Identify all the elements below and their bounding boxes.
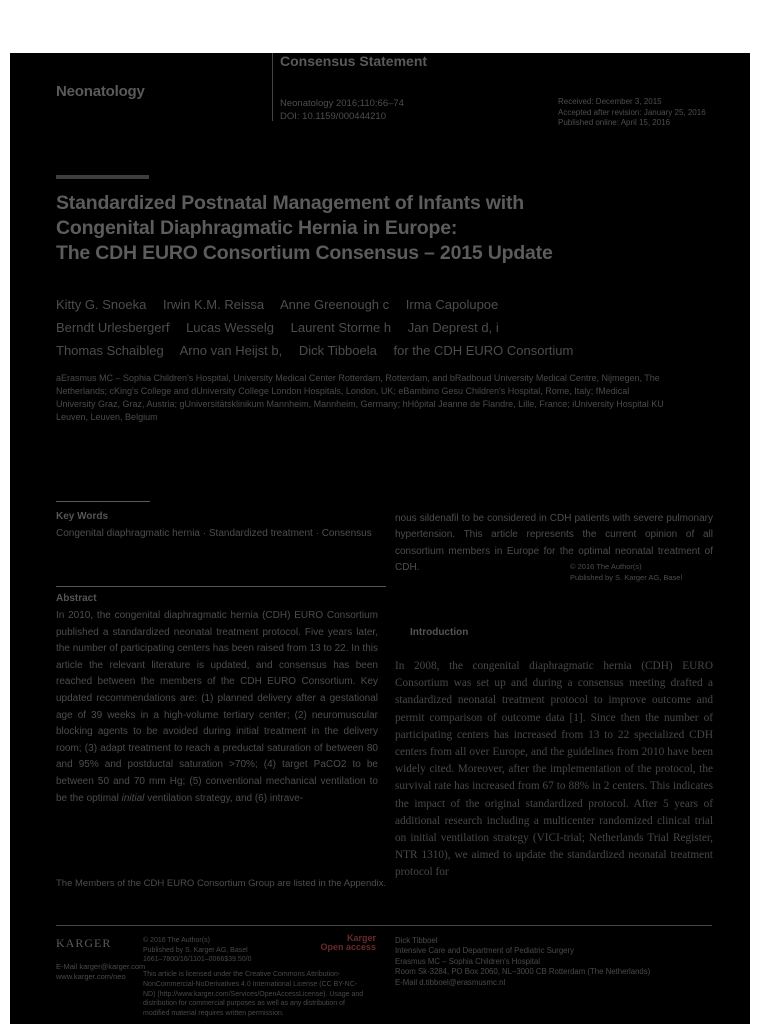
abstract-emphasis: initial — [121, 792, 145, 804]
published-date: Published online: April 15, 2016 — [558, 118, 671, 127]
corr-email[interactable]: E-Mail d.tibboel@erasmusmc.nl — [395, 977, 506, 987]
keywords-text: Congenital diaphragmatic hernia · Standardized treatment · Consensus — [56, 528, 372, 539]
author: Arno van Heijst b, — [179, 343, 283, 358]
abstract-copyright — [570, 561, 682, 583]
journal-name: Neonatology — [56, 83, 145, 100]
abstract-text — [56, 608, 378, 807]
abstract-continuation: nous sildenafil to be considered in CDH patients with severe pulmonary hypertension. This article represents the current opinion of all consortium members in Europe for the optimal neonatal treatment of CDH. — [395, 513, 713, 574]
author-row — [56, 339, 696, 362]
footer-copyright: © 2016 The Author(s) — [143, 937, 210, 944]
title-line: Standardized Postnatal Management of Infants with — [56, 192, 524, 214]
author: Laurent Storme h — [290, 320, 392, 335]
footer-publisher: Published by S. Karger AG, Basel — [143, 946, 248, 954]
oa-logo-line: Karger — [346, 933, 376, 943]
author: for the CDH EURO Consortium — [393, 343, 574, 358]
affiliations: aErasmus MC – Sophia Children's Hospital, University Medical Center Rotterdam, Rotterdam, and bRadboud University Medical Centre, Nijmegen, The Netherlands; cKing's College and dUniversity College London Hospitals, London, UK; eBambino Gesu Children's Hospital, Rome, Italy; fMedical University Graz, Graz, Austria; gUniversitätsklinikum Mannheim, Mannheim, Germany; hHôpital Jeanne de Flandre, Lille, France; iUniversity Hospital KU Leuven, Leuven, Belgium — [56, 373, 664, 422]
author: Irwin K.M. Reissa — [162, 297, 265, 312]
abstract-heading: Abstract — [56, 593, 97, 604]
author: Lucas Wesselg — [186, 320, 274, 335]
author: Jan Deprest d, i — [407, 320, 499, 335]
header-divider — [272, 53, 273, 121]
keywords-heading: Key Words — [56, 511, 109, 522]
copyright-line: © 2016 The Author(s) — [570, 562, 642, 571]
dates-block — [558, 97, 706, 129]
author: Thomas Schaibleg — [56, 343, 164, 358]
author: Irma Capolupoe — [405, 297, 499, 312]
publisher-website[interactable]: www.karger.com/neo — [56, 972, 126, 981]
received-date: Received: December 3, 2015 — [558, 97, 662, 106]
abstract-body: In 2010, the congenital diaphragmatic hernia (CDH) EURO Consortium published a standardized neonatal treatment protocol. Five years later, the number of participating centers has been raised from 13 to 22. In this article the relevant literature is updated, and consensus has been reached between the members of the CDH EURO Consortium. Key updated recommendations are: (1) planned delivery after a gestational age of 39 weeks in a high-volume tertiary center; (2) neuromuscular blocking agents to be avoided during initial treatment in the delivery room; (3) adapt treatment to reach a preductal saturation of between 80 and 95% and postductal saturation >70%; (4) target PaCO2 to be between 50 and 70 mm Hg; (5) conventional mechanical ventilation to be the optimal — [56, 610, 378, 804]
footer-rule — [56, 925, 712, 926]
article-title — [56, 191, 676, 266]
correspondence-block — [395, 936, 713, 988]
author: Anne Greenough c — [280, 297, 390, 312]
open-access-logo — [316, 934, 376, 952]
corr-address: Room Sk-3284, PO Box 2060, NL–3000 CB Rotterdam (The Netherlands) — [395, 967, 651, 977]
citation: Neonatology 2016;110:66–74 — [280, 98, 404, 109]
keywords-rule — [56, 501, 150, 502]
corr-name: Dick Tibboel — [395, 936, 438, 945]
accepted-date: Accepted after revision: January 25, 2016 — [558, 107, 706, 117]
author-row — [56, 293, 696, 316]
issn: 1661–7800/16/1101–0066$39.50/0 — [143, 956, 252, 964]
publisher-logo: KARGER — [56, 936, 112, 950]
corr-inst: Erasmus MC – Sophia Children's Hospital — [395, 956, 540, 966]
oa-logo-line: Open access — [320, 942, 376, 952]
license-text: This article is licensed under the Creative Commons Attribution-NonCommercial-NoDerivatives 4.0 International License (CC BY-NC-ND) (http://www.karger.com/Services/OpenAccessLicense). Usage and distribution for commercial purposes as well as any distribution of modified material requires written permission. — [143, 971, 364, 1017]
abstract-body-end: ventilation strategy, and (6) intrave- — [147, 792, 304, 804]
publisher-line: Published by S. Karger AG, Basel — [570, 573, 683, 582]
publisher-email[interactable]: E-Mail karger@karger.com — [56, 962, 146, 971]
section-type: Consensus Statement — [280, 53, 428, 69]
author: Berndt Urlesbergerf — [56, 320, 170, 335]
article-page — [10, 53, 750, 1024]
title-rule — [56, 175, 149, 179]
citation-block — [280, 97, 404, 123]
author: Dick Tibboela — [298, 343, 377, 358]
title-line: The CDH EURO Consortium Consensus – 2015 Update — [56, 242, 553, 264]
abstract-rule — [56, 586, 386, 587]
doi-link[interactable]: DOI: 10.1159/000444210 — [280, 111, 386, 122]
members-note: The Members of the CDH EURO Consortium Group are listed in the Appendix. — [56, 878, 387, 889]
publisher-contact — [56, 962, 145, 982]
author-list — [56, 293, 696, 362]
introduction-heading: Introduction — [410, 627, 469, 638]
introduction-text: In 2008, the congenital diaphragmatic hernia (CDH) EURO Consortium was set up and during a consensus meeting drafted a standardized neonatal treatment protocol to improve outcome and permit comparison of outcome data [1]. Since then the number of participating centers has increased from 13 to 22 specialized CDH centers from all over Europe, and the guidelines from 2010 have been widely cited. Moreover, after the implementation of the protocol, the survival rate has increased from 67 to 88% in 2 centers. This indicates the impact of the original standardized protocol. After 5 years of additional research including a multicenter randomized clinical trial on initial ventilation strategy (VICI-trial; Netherlands Trial Register, NTR 1310), we aimed to update the standardized neonatal treatment protocol for — [395, 660, 713, 879]
author: Kitty G. Snoeka — [56, 297, 147, 312]
author-row — [56, 316, 696, 339]
title-line: Congenital Diaphragmatic Hernia in Europe: — [56, 217, 458, 239]
corr-dept: Intensive Care and Department of Pediatric Surgery — [395, 946, 574, 956]
